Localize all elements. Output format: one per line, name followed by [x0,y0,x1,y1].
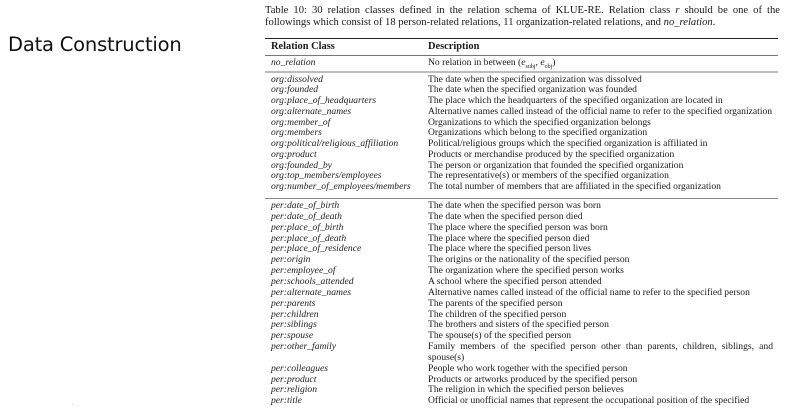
relation-class: per:children [271,308,319,320]
relation-class: org:alternate_names [271,105,352,117]
caption-middle: should be one of the followings which consist of 18 person-related relations, 11 organization-related relations, and [265,5,780,29]
caption-variable: r [675,5,680,16]
relation-class: org:product [271,148,317,160]
relation-description: The place where the specified person was born [428,221,608,233]
relation-description: Organizations to which the specified organization belongs [428,116,651,128]
relation-description: Alternative names called instead of the official name to refer to the specified organization [428,105,773,117]
relation-class: org:founded [271,84,319,96]
relation-description: Political/religious groups which the specified organization is affiliated in [428,138,708,149]
relation-description: People who work together with the specified person [428,362,628,374]
relation-description: The date when the specified person was born [428,200,601,211]
relation-description: The parents of the specified person [428,297,563,309]
header-description: Description [428,41,480,52]
relation-description: The children of the specified person [428,308,567,320]
relation-class: per:schools_attended [271,275,354,287]
relation-description: The place where the specified person died [428,232,590,244]
relation-class: per:place_of_residence [271,243,362,255]
relation-class: per:origin [271,254,311,266]
header-relation-class: Relation Class [271,41,335,52]
relation-description: The spouse(s) of the specified person [428,330,572,342]
caption-emph: no_relation [663,17,713,29]
relation-description: The representative(s) or members of the specified organization [428,170,669,182]
relation-class: org:top_members/employees [271,170,382,182]
relation-description: The brothers and sisters of the specified person [428,319,609,331]
relation-description: Products or artworks produced by the specified person [428,373,638,385]
relation-description: Alternative names called instead of the official name to refer to the specified person [428,286,750,298]
relation-class: org:political/religious_affiliation [271,138,399,149]
relation-class: per:colleagues [271,362,329,374]
relation-description: A school where the specified person attended [428,275,602,287]
relation-description: The date when the specified organization was dissolved [428,73,642,85]
relation-class: per:title [271,395,302,407]
relation-class: per:alternate_names [271,286,351,298]
relation-class: per:product [271,373,317,385]
slide-title: Data Construction [8,33,182,56]
relation-class: per:siblings [271,319,317,331]
header-rule [265,55,778,56]
section-rule-org [265,71,778,73]
relation-description: The place where the specified person lives [428,243,592,255]
relation-class: per:religion [271,384,318,396]
relation-class: org:dissolved [271,73,323,85]
footer-mark: ᴵ· · [72,403,78,409]
relation-class: per:place_of_death [271,232,347,244]
relation-description: The total number of members that are affiliated in the specified organization [428,181,721,192]
relation-class: per:spouse [271,330,314,342]
relation-description: The religion in which the specified person believes [428,384,624,396]
relation-class: per:employee_of [271,265,336,277]
relation-class: per:place_of_birth [271,221,344,233]
relation-class: per:other_family [271,341,337,353]
caption-prefix: Table 10: 30 relation classes defined in the relation schema of KLUE-RE. Relation class [265,5,676,16]
relation-description: The origins or the nationality of the specified person [428,254,630,266]
relation-class: org:number_of_employees/members [271,181,411,192]
table-top-rule [265,38,778,39]
relation-description: The date when the specified organization was founded [428,84,637,96]
section-rule-per [265,198,778,199]
relation-description: The person or organization that founded the specified organization [428,159,684,171]
table-caption [265,5,780,29]
relation-description: No relation in between ($e_{subj}$, $e_{obj}$) [428,57,556,70]
relation-class: no_relation [271,57,316,68]
relation-description: The organization where the specified person works [428,265,624,277]
relation-class: org:members [271,127,322,139]
relation-class: per:parents [271,297,316,309]
relation-class: org:member_of [271,116,331,128]
relation-class: per:date_of_death [271,210,342,222]
relation-description: The date when the specified person died [428,210,583,222]
relation-description: Products or merchandise produced by the specified organization [428,148,675,160]
relation-class: org:founded_by [271,159,332,171]
relation-class: per:date_of_birth [271,200,340,211]
relation-class: org:place_of_headquarters [271,95,377,106]
relation-description: Official or unofficial names that represent the occupational position of the specified [428,395,750,407]
relation-description: Organizations which belong to the specified organization [428,127,648,139]
caption-suffix: . [712,17,716,29]
relation-description: The place which the headquarters of the specified organization are located in [428,95,723,106]
relation-description: Family members of the specified person other than parents, children, siblings, and spouse(s) [428,341,773,363]
